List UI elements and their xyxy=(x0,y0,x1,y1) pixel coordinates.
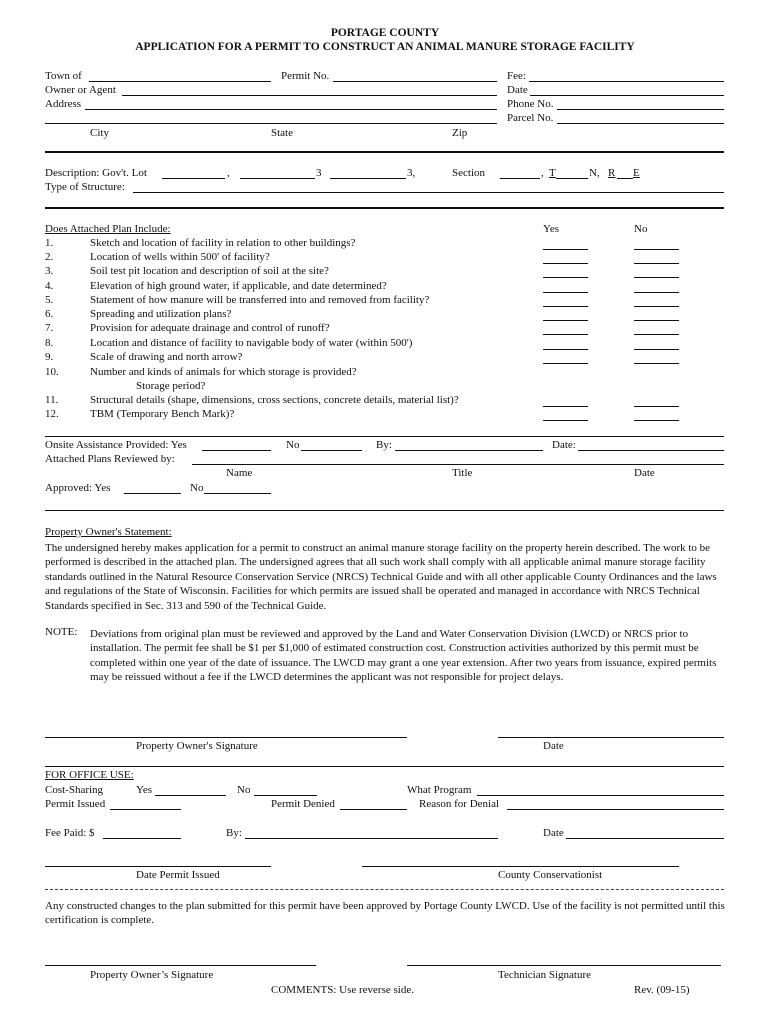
note-body: Deviations from original plan must be reviewed and approved by the Land and Water Conservation Division (LWCD) or NRCS prior to installation. The permit fee shall be $1 per $1,000 of estimated construction cost. Construction activities authorized by this permit must be completed within one year of the date of issuance. The LWCD may grant a one year extension. After two years from issuance, expired permits may be reissued without a fee if the LWCD determines the applicant was not responsible for project delays. xyxy=(90,628,717,684)
comma-2: , xyxy=(541,167,544,179)
onsite-no-field[interactable] xyxy=(301,450,362,451)
permit-denied-label: Permit Denied xyxy=(271,798,335,810)
yes-column-header: Yes xyxy=(543,223,560,235)
item-text: Storage period? xyxy=(136,380,206,392)
item-yes-field[interactable] xyxy=(543,306,588,307)
section-divider xyxy=(45,151,724,153)
item-number: 6. xyxy=(45,308,54,320)
item-yes-field[interactable] xyxy=(543,263,588,264)
item-text: Number and kinds of animals for which storage is provided? xyxy=(90,366,357,378)
section-divider xyxy=(45,766,724,767)
fee-field[interactable] xyxy=(529,81,724,82)
zip-label: Zip xyxy=(452,127,468,139)
owner-signature-caption: Property Owner's Signature xyxy=(136,740,258,752)
item-number: 12. xyxy=(45,408,59,420)
cost-sharing-no-field[interactable] xyxy=(254,795,317,796)
address-label: Address xyxy=(45,98,82,110)
office-by-field[interactable] xyxy=(245,838,498,839)
city-label: City xyxy=(90,127,109,139)
office-by-label: By: xyxy=(226,827,242,839)
date-permit-issued-field[interactable] xyxy=(45,866,271,867)
date-field[interactable] xyxy=(530,95,724,96)
fee-paid-field[interactable] xyxy=(103,838,181,839)
item-text: Provision for adequate drainage and control of runoff? xyxy=(90,322,330,334)
item-yes-field[interactable] xyxy=(543,349,588,350)
item-number: 9. xyxy=(45,351,54,363)
permit-issued-field[interactable] xyxy=(110,809,181,810)
name-caption: Name xyxy=(226,467,253,479)
date-permit-issued-caption: Date Permit Issued xyxy=(136,869,220,881)
no-column-header: No xyxy=(634,223,648,235)
item-text: Elevation of high ground water, if applicable, and date determined? xyxy=(90,280,387,292)
phone-field[interactable] xyxy=(557,109,724,110)
range-label: R xyxy=(608,167,616,179)
item-yes-field[interactable] xyxy=(543,406,588,407)
cost-sharing-label: Cost-Sharing xyxy=(45,784,104,796)
description-label: Description: Gov't. Lot xyxy=(45,167,147,179)
item-number: 1. xyxy=(45,237,54,249)
county-conservationist-caption: County Conservationist xyxy=(498,869,603,881)
date-label: Date xyxy=(507,84,528,96)
statement-body: The undersigned hereby makes application for a permit to construct an animal manure storage facility on the property herein described. The work to be performed is described in the attached plan. The undersigned agrees that all such work shall comply with all applicable animal manure storage facility standards outlined in the Natural Resource Conservation Service (NRCS) Technical Guide and with all other applicable County Ordinances and the laws and regulations of the State of Wisconsin. Facilities for which permits are issued shall be operated and managed in accordance with NRCS Technical Standards specified in Sec. 313 and 590 of the Technical Guide. xyxy=(45,542,717,612)
section-label: Section xyxy=(452,167,485,179)
item-yes-field[interactable] xyxy=(543,334,588,335)
item-no-field[interactable] xyxy=(634,406,679,407)
town-field[interactable] xyxy=(89,81,271,82)
phone-label: Phone No. xyxy=(507,98,554,110)
onsite-yes-field[interactable] xyxy=(202,450,271,451)
item-number: 4. xyxy=(45,280,54,292)
cost-sharing-no-label: No xyxy=(237,784,251,796)
town-label: Town of xyxy=(45,70,82,82)
section-field[interactable] xyxy=(500,178,540,179)
item-text: Structural details (shape, dimensions, cross sections, concrete details, material list)? xyxy=(90,394,459,406)
item-no-field[interactable] xyxy=(634,349,679,350)
plan-heading: Does Attached Plan Include: xyxy=(45,223,171,235)
item-text: Soil test pit location and description of soil at the site? xyxy=(90,265,329,277)
fraction-1: 3 xyxy=(316,167,322,179)
section-divider xyxy=(45,207,724,209)
permit-issued-label: Permit Issued xyxy=(45,798,106,810)
item-text: Statement of how manure will be transferred into and removed from facility? xyxy=(90,294,430,306)
item-yes-field[interactable] xyxy=(543,320,588,321)
item-yes-field[interactable] xyxy=(543,249,588,250)
title-caption: Title xyxy=(452,467,473,479)
owner-field[interactable] xyxy=(122,95,497,96)
item-text: TBM (Temporary Bench Mark)? xyxy=(90,408,235,420)
office-date-label: Date xyxy=(543,827,564,839)
onsite-date-field[interactable] xyxy=(578,450,724,451)
form-title: APPLICATION FOR A PERMIT TO CONSTRUCT AN ANIMAL MANURE STORAGE FACILITY xyxy=(135,41,635,53)
item-text: Sketch and location of facility in relation to other buildings? xyxy=(90,237,356,249)
item-no-field[interactable] xyxy=(634,249,679,250)
owner-signature-date-field[interactable] xyxy=(498,737,724,738)
item-no-field[interactable] xyxy=(634,292,679,293)
statement-heading: Property Owner's Statement: xyxy=(45,526,172,538)
item-no-field[interactable] xyxy=(634,277,679,278)
approved-no-field[interactable] xyxy=(204,493,271,494)
township-label: T xyxy=(549,167,556,179)
cert-owner-signature-field[interactable] xyxy=(45,965,316,966)
range-field[interactable] xyxy=(617,178,633,179)
item-number: 5. xyxy=(45,294,54,306)
address-field[interactable] xyxy=(85,109,497,110)
item-number: 3. xyxy=(45,265,54,277)
reason-for-denial-field[interactable] xyxy=(507,809,724,810)
onsite-no-label: No xyxy=(286,439,300,451)
approved-no-label: No xyxy=(190,482,204,494)
fee-paid-label: Fee Paid: $ xyxy=(45,827,95,839)
cert-owner-signature-caption: Property Owner’s Signature xyxy=(90,969,214,981)
permit-no-label: Permit No. xyxy=(281,70,330,82)
address-line-2[interactable] xyxy=(45,123,497,124)
technician-signature-caption: Technician Signature xyxy=(498,969,592,981)
govt-lot-field[interactable] xyxy=(162,178,225,179)
section-divider xyxy=(45,510,724,511)
onsite-assistance-label: Onsite Assistance Provided: Yes xyxy=(45,439,187,451)
item-no-field[interactable] xyxy=(634,263,679,264)
item-text: Spreading and utilization plans? xyxy=(90,308,232,320)
owner-label: Owner or Agent xyxy=(45,84,116,96)
cost-sharing-yes-field[interactable] xyxy=(155,795,226,796)
office-use-heading: FOR OFFICE USE: xyxy=(45,769,134,781)
item-number: 10. xyxy=(45,366,59,378)
township-field[interactable] xyxy=(556,178,588,179)
reason-for-denial-label: Reason for Denial xyxy=(419,798,500,810)
county-conservationist-field[interactable] xyxy=(362,866,679,867)
cost-sharing-yes-label: Yes xyxy=(136,784,153,796)
item-no-field[interactable] xyxy=(634,306,679,307)
parcel-field[interactable] xyxy=(557,123,724,124)
county-heading: PORTAGE COUNTY xyxy=(330,27,440,39)
structure-label: Type of Structure: xyxy=(45,181,125,193)
state-label: State xyxy=(271,127,293,139)
item-yes-field[interactable] xyxy=(543,420,588,421)
east-label: E xyxy=(633,167,640,179)
owner-signature-date-caption: Date xyxy=(543,740,564,752)
comma-1: , xyxy=(227,167,230,179)
onsite-by-field[interactable] xyxy=(395,450,543,451)
note-label: NOTE: xyxy=(45,626,78,638)
item-yes-field[interactable] xyxy=(543,277,588,278)
parcel-label: Parcel No. xyxy=(507,112,554,124)
item-no-field[interactable] xyxy=(634,320,679,321)
dashed-divider xyxy=(45,889,724,890)
item-no-field[interactable] xyxy=(634,334,679,335)
item-number: 8. xyxy=(45,337,54,349)
revision-label: Rev. (09-15) xyxy=(634,984,690,996)
permit-no-field[interactable] xyxy=(333,81,497,82)
onsite-by-label: By: xyxy=(376,439,392,451)
fee-label: Fee: xyxy=(507,70,526,82)
north-label: N, xyxy=(589,167,600,179)
comments-note: COMMENTS: Use reverse side. xyxy=(271,984,414,996)
permit-denied-field[interactable] xyxy=(340,809,407,810)
what-program-label: What Program xyxy=(407,784,472,796)
item-text: Scale of drawing and north arrow? xyxy=(90,351,243,363)
item-number: 2. xyxy=(45,251,54,263)
item-no-field[interactable] xyxy=(634,363,679,364)
item-number: 7. xyxy=(45,322,54,334)
reviewed-by-label: Attached Plans Reviewed by: xyxy=(45,453,175,465)
onsite-date-label: Date: xyxy=(552,439,576,451)
what-program-field[interactable] xyxy=(477,795,724,796)
desc-field-2[interactable] xyxy=(330,178,406,179)
certification-text: Any constructed changes to the plan submitted for this permit have been approved by Portage County LWCD. Use of the facility is not permitted until this certification is complete. xyxy=(45,900,725,927)
item-yes-field[interactable] xyxy=(543,292,588,293)
item-text: Location of wells within 500' of facility? xyxy=(90,251,270,263)
owner-signature-field[interactable] xyxy=(45,737,407,738)
approved-label: Approved: Yes xyxy=(45,482,111,494)
approved-yes-field[interactable] xyxy=(124,493,181,494)
item-yes-field[interactable] xyxy=(543,363,588,364)
date-caption: Date xyxy=(634,467,655,479)
desc-field-1[interactable] xyxy=(240,178,315,179)
office-date-field[interactable] xyxy=(566,838,724,839)
fraction-2: 3, xyxy=(407,167,416,179)
reviewed-by-field[interactable] xyxy=(192,464,724,465)
item-text: Location and distance of facility to navigable body of water (within 500') xyxy=(90,337,413,349)
technician-signature-field[interactable] xyxy=(407,965,721,966)
section-divider xyxy=(45,436,724,437)
structure-field[interactable] xyxy=(133,192,724,193)
item-no-field[interactable] xyxy=(634,420,679,421)
item-number: 11. xyxy=(45,394,59,406)
